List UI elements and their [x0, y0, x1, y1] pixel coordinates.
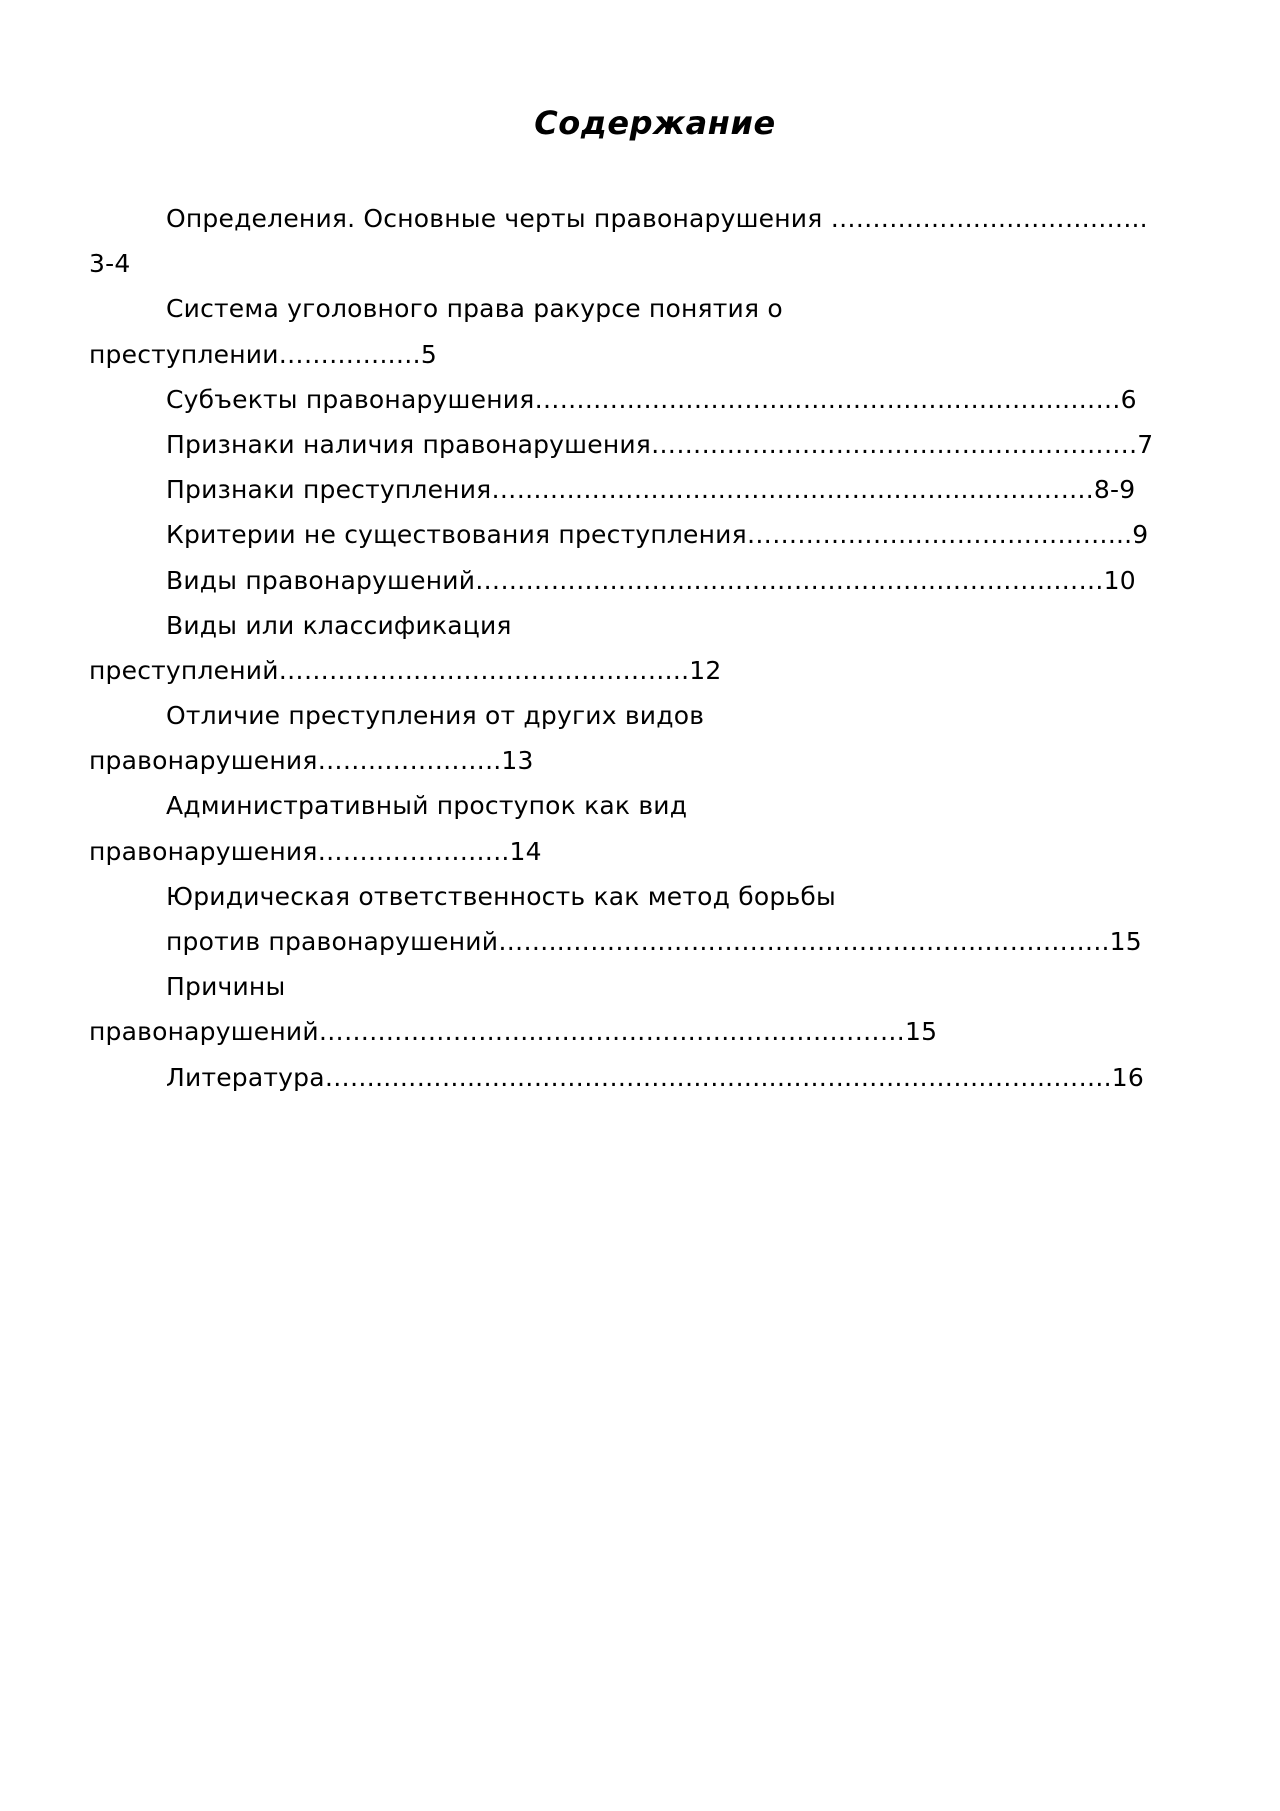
toc-line: Признаки преступления……..…………………………..……………..…..……….8-9	[166, 475, 1136, 505]
toc-line: преступлении…………..…5	[89, 339, 438, 369]
toc-line: Система уголовного права ракурсе понятия о	[166, 294, 783, 324]
toc-line: Определения. Основные черты правонарушения ….…….…….….……….…...	[166, 204, 1148, 233]
toc-line: Виды или классификация	[166, 610, 512, 640]
toc-line: Административный проступок как вид	[166, 791, 688, 821]
toc-line: 3-4	[89, 249, 131, 279]
toc-line: Признаки наличия правонарушения…………….……………………..…………….7	[166, 429, 1154, 459]
toc-line: Литература……..………..……………………………..…………………….……..…….16	[166, 1062, 1145, 1092]
toc-line: Юридическая ответственность как метод борьбы	[166, 881, 836, 911]
toc-line: преступлений…………………………………..……..12	[89, 655, 722, 685]
toc-line: Субъекты правонарушения…….………………….…….………………..……..……6	[166, 384, 1137, 414]
toc-line: правонарушения……..…………..13	[89, 746, 534, 776]
toc-line: правонарушений…….………………..…………………..………..………15	[89, 1017, 938, 1047]
page-title: Содержание	[534, 104, 776, 142]
toc-line: Причины	[166, 972, 286, 1002]
toc-line: Критерии не существования преступления……………….……………………...9	[166, 520, 1149, 550]
table-of-contents	[89, 196, 1154, 1100]
toc-line: против правонарушений……..…………………………………………..…….……..15	[166, 927, 1142, 956]
toc-line: Виды правонарушений………………………..……………………..…………..……10	[166, 565, 1136, 595]
toc-line: правонарушения……..……….…..14	[89, 836, 542, 866]
toc-line: Отличие преступления от других видов	[166, 701, 705, 731]
